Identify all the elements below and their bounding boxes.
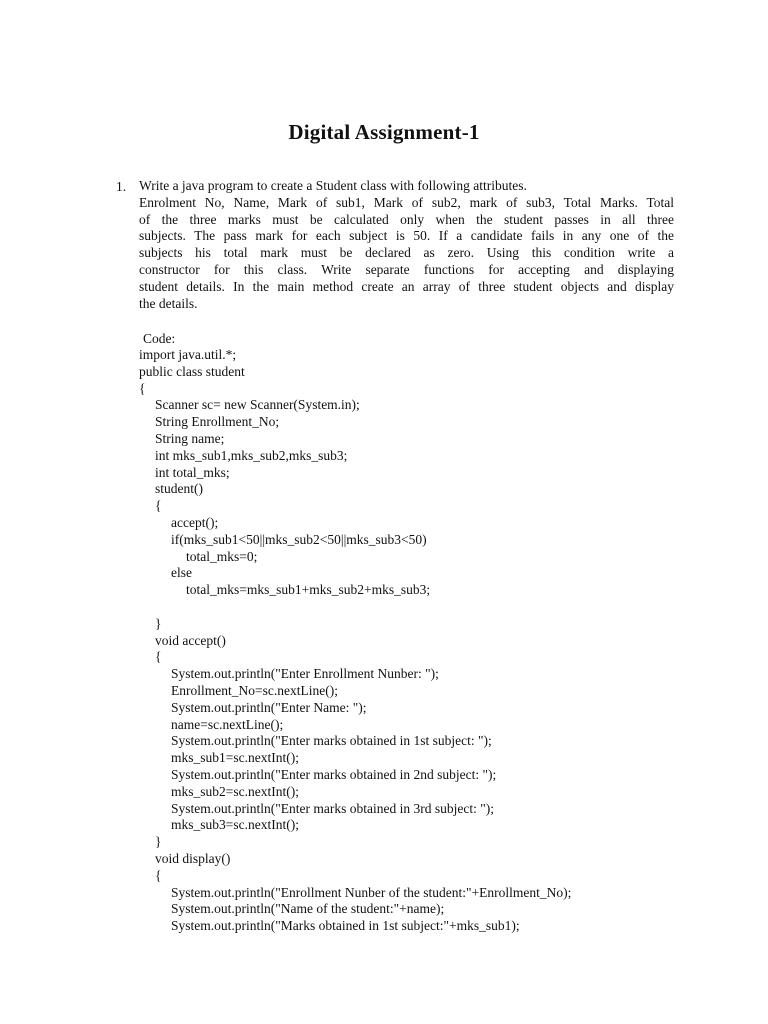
question-line: the details. <box>139 295 198 311</box>
code-line: System.out.println("Enter marks obtained in 1st subject: "); <box>171 733 492 749</box>
code-line: System.out.println("Marks obtained in 1st subject:"+mks_sub1); <box>171 918 520 934</box>
question-line: of the three marks must be calculated only when the student passes in all three <box>139 211 674 227</box>
code-line: System.out.println("Name of the student:"+name); <box>171 901 445 917</box>
code-line: { <box>155 498 162 514</box>
code-line: mks_sub3=sc.nextInt(); <box>171 817 299 833</box>
code-line: String Enrollment_No; <box>155 414 280 430</box>
code-line: { <box>139 380 146 396</box>
code-line: Enrollment_No=sc.nextLine(); <box>171 682 338 698</box>
code-line: void display() <box>155 850 231 866</box>
code-line: } <box>155 615 162 631</box>
code-line: name=sc.nextLine(); <box>171 716 284 732</box>
question-line: Enrolment No, Name, Mark of sub1, Mark of sub2, mark of sub3, Total Marks. Total <box>139 194 674 210</box>
question-line: subjects his total mark must be declared as zero. Using this condition write a <box>139 245 674 261</box>
question-line: subjects. The pass mark for each subject is 50. If a candidate fails in any one of the <box>139 228 674 244</box>
code-line: System.out.println("Enter Name: "); <box>171 699 367 715</box>
code-line: total_mks=0; <box>186 548 258 564</box>
code-line: if(mks_sub1<50||mks_sub2<50||mks_sub3<50) <box>171 531 427 547</box>
code-label: Code: <box>143 331 176 346</box>
code-line: { <box>155 649 162 665</box>
question-body <box>139 195 674 313</box>
code-line: accept(); <box>171 514 219 530</box>
page-title: Digital Assignment-1 <box>288 120 480 144</box>
code-line: else <box>171 565 192 581</box>
code-line: { <box>155 867 162 883</box>
code-line: student() <box>155 481 203 497</box>
question-line: student details. In the main method create an array of three student objects and display <box>139 278 674 294</box>
code-line: total_mks=mks_sub1+mks_sub2+mks_sub3; <box>186 582 431 598</box>
code-line <box>139 599 571 616</box>
code-line: public class student <box>139 363 245 379</box>
code-line: System.out.println("Enter marks obtained in 3rd subject: "); <box>171 800 494 816</box>
question-text <box>139 178 674 312</box>
code-line: import java.util.*; <box>139 347 237 362</box>
code-line: void accept() <box>155 632 226 648</box>
code-line: int mks_sub1,mks_sub2,mks_sub3; <box>155 447 348 463</box>
code-block <box>139 347 571 935</box>
code-line: System.out.println("Enrollment Nunber of the student:"+Enrollment_No); <box>171 884 572 900</box>
code-line: String name; <box>155 430 225 446</box>
code-line: System.out.println("Enter marks obtained in 2nd subject: "); <box>171 766 497 782</box>
code-line: System.out.println("Enter Enrollment Nunber: "); <box>171 666 439 682</box>
code-line: } <box>155 834 162 850</box>
code-line: mks_sub1=sc.nextInt(); <box>171 750 299 766</box>
code-line: mks_sub2=sc.nextInt(); <box>171 783 299 799</box>
question-number: 1. <box>116 179 127 194</box>
question-lead: Write a java program to create a Student class with following attributes. <box>139 178 527 193</box>
question-line: constructor for this class. Write separate functions for accepting and displaying <box>139 261 674 277</box>
code-line: int total_mks; <box>155 464 230 480</box>
code-line: Scanner sc= new Scanner(System.in); <box>155 397 360 413</box>
